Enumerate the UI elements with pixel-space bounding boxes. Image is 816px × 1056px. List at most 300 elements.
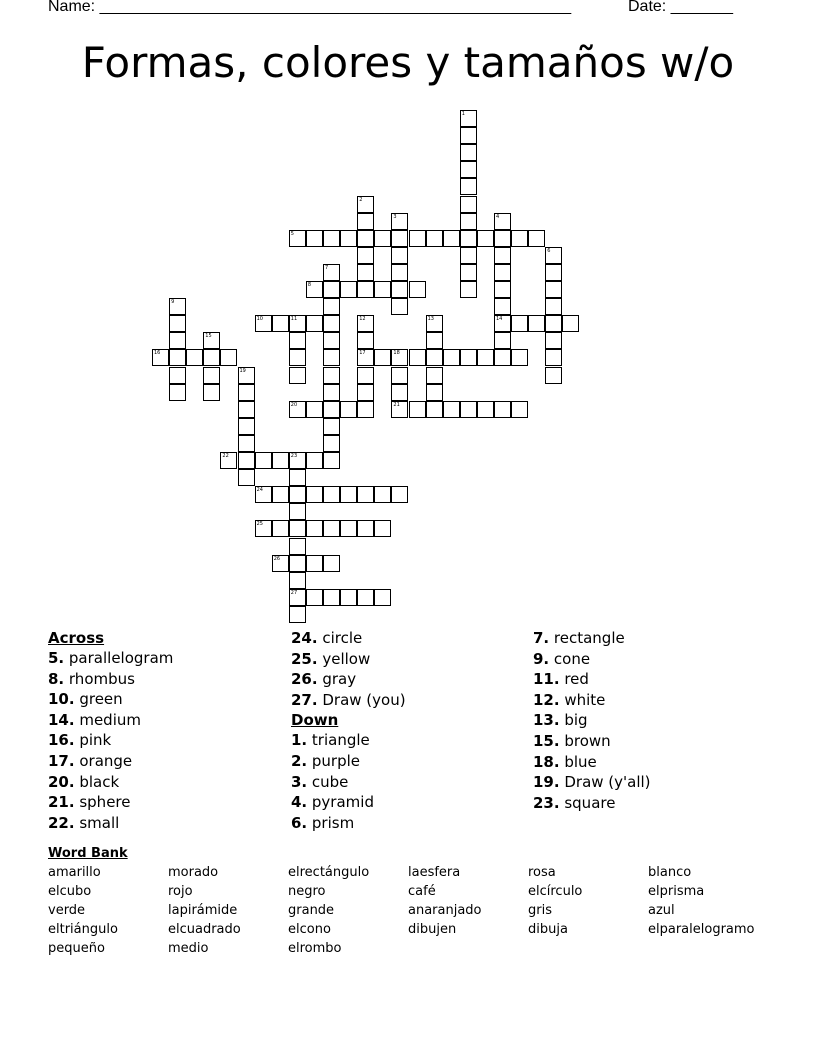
crossword-cell[interactable] [289, 452, 306, 469]
word-bank-word: elrombo [288, 941, 342, 956]
crossword-cell[interactable] [323, 418, 340, 435]
crossword-cell[interactable] [460, 349, 477, 366]
clue-number: 19 [239, 367, 246, 374]
crossword-cell[interactable] [511, 315, 528, 332]
down-clue [533, 710, 773, 731]
crossword-cell[interactable] [323, 367, 340, 384]
clue-number-label: 1. [291, 731, 308, 750]
clue-number: 14 [496, 316, 503, 323]
crossword-cell[interactable] [289, 315, 306, 332]
crossword-cell[interactable] [545, 332, 562, 349]
clues-column-2 [291, 628, 531, 833]
crossword-cell[interactable] [289, 486, 306, 503]
crossword-cell[interactable] [357, 520, 374, 537]
crossword-cell[interactable] [494, 264, 511, 281]
clue-number-label: 26. [291, 670, 318, 689]
across-clue [291, 669, 531, 690]
crossword-cell[interactable] [391, 213, 408, 230]
clue-text: rectangle [549, 629, 625, 647]
clue-number: 18 [393, 350, 400, 357]
crossword-cell[interactable] [391, 349, 408, 366]
crossword-cell[interactable] [323, 281, 340, 298]
word-bank-word: eltriángulo [48, 922, 118, 937]
crossword-cell[interactable] [391, 384, 408, 401]
crossword-cell[interactable] [562, 315, 579, 332]
crossword-cell[interactable] [391, 401, 408, 418]
clue-text: blue [559, 752, 597, 771]
crossword-cell[interactable] [306, 555, 323, 572]
word-bank-word: pequeño [48, 941, 105, 956]
crossword-cell[interactable] [374, 349, 391, 366]
down-clue [533, 690, 773, 711]
crossword-cell[interactable] [255, 520, 272, 537]
crossword-cell[interactable] [494, 332, 511, 349]
word-bank-word: elcuadrado [168, 922, 241, 937]
crossword-cell[interactable] [443, 349, 460, 366]
clue-number: 2 [359, 196, 363, 203]
crossword-cell[interactable] [374, 589, 391, 606]
crossword-cell[interactable] [409, 281, 426, 298]
crossword-cell[interactable] [169, 367, 186, 384]
crossword-cell[interactable] [289, 349, 306, 366]
crossword-cell[interactable] [169, 384, 186, 401]
clue-number: 23 [290, 453, 298, 459]
clue-text: square [559, 793, 616, 812]
clue-number: 11 [290, 316, 298, 323]
crossword-cell[interactable] [169, 349, 186, 366]
word-bank-word: elprisma [648, 884, 705, 899]
crossword-cell[interactable] [426, 230, 443, 247]
crossword-cell[interactable] [272, 555, 289, 572]
across-clue [291, 649, 531, 670]
crossword-cell[interactable] [323, 230, 340, 247]
crossword-cell[interactable] [203, 349, 220, 366]
crossword-cell[interactable] [323, 401, 340, 418]
crossword-cell[interactable] [255, 486, 272, 503]
clue-text: black [74, 772, 120, 791]
crossword-cell[interactable] [460, 401, 477, 418]
word-bank-title: Word Bank [48, 846, 128, 861]
clue-number: 25 [256, 521, 263, 528]
crossword-cell[interactable] [255, 315, 272, 332]
down-clue [533, 649, 773, 670]
word-bank-word: negro [288, 884, 326, 899]
crossword-cell[interactable] [255, 452, 272, 469]
clue-text: sphere [74, 793, 131, 812]
crossword-cell[interactable] [289, 332, 306, 349]
clue-number: 16 [154, 350, 161, 357]
down-clue [291, 751, 531, 772]
word-bank-word: azul [648, 903, 675, 918]
crossword-cell[interactable] [203, 384, 220, 401]
crossword-cell[interactable] [391, 486, 408, 503]
word-bank-word: amarillo [48, 865, 101, 880]
clue-text: Draw (you) [317, 690, 406, 709]
clue-number: 26 [273, 555, 281, 562]
crossword-cell[interactable] [391, 281, 408, 298]
crossword-cell[interactable] [323, 349, 340, 366]
clue-number: 12 [359, 316, 366, 323]
crossword-cell[interactable] [289, 520, 306, 537]
clue-text: purple [307, 751, 361, 770]
crossword-cell[interactable] [477, 349, 494, 366]
crossword-cell[interactable] [306, 230, 323, 247]
crossword-cell[interactable] [238, 384, 255, 401]
crossword-cell[interactable] [511, 401, 528, 418]
word-bank-word: anaranjado [408, 903, 482, 918]
down-clue [533, 628, 773, 649]
crossword-cell[interactable] [357, 401, 374, 418]
crossword-cell[interactable] [545, 281, 562, 298]
crossword-cell[interactable] [409, 349, 426, 366]
crossword-cell[interactable] [323, 486, 340, 503]
across-clue [48, 689, 288, 710]
across-heading: Across [48, 629, 105, 647]
crossword-cell[interactable] [511, 230, 528, 247]
crossword-cell[interactable] [460, 127, 477, 144]
crossword-cell[interactable] [426, 367, 443, 384]
word-bank-word: elrectángulo [288, 865, 370, 880]
crossword-cell[interactable] [391, 367, 408, 384]
word-bank-word: elcubo [48, 884, 92, 899]
clue-number-label: 27. [291, 690, 318, 709]
word-bank-word: rosa [528, 865, 556, 880]
crossword-cell[interactable] [426, 349, 443, 366]
clue-number-label: 10. [48, 690, 75, 709]
crossword-cell[interactable] [289, 230, 306, 247]
down-clue [533, 772, 773, 793]
name-field[interactable]: Name: _____________________________________________________ [48, 0, 572, 15]
crossword-cell[interactable] [357, 281, 374, 298]
crossword-cell[interactable] [426, 332, 443, 349]
crossword-cell[interactable] [203, 367, 220, 384]
clue-number: 13 [427, 316, 434, 323]
crossword-cell[interactable] [357, 589, 374, 606]
word-bank-word: café [408, 884, 436, 899]
crossword-cell[interactable] [289, 538, 306, 555]
crossword-cell[interactable] [306, 281, 323, 298]
down-clue [533, 669, 773, 690]
clue-number-label: 4. [291, 793, 308, 812]
crossword-cell[interactable] [494, 298, 511, 315]
crossword-cell[interactable] [238, 435, 255, 452]
across-clue [48, 648, 288, 669]
crossword-cell[interactable] [289, 589, 306, 606]
crossword-cell[interactable] [186, 349, 203, 366]
across-clue [48, 792, 288, 813]
across-clue [291, 628, 531, 649]
clue-text: parallelogram [64, 649, 174, 667]
clue-text: circle [317, 629, 363, 647]
crossword-cell[interactable] [409, 230, 426, 247]
crossword-cell[interactable] [306, 589, 323, 606]
clue-number-label: 22. [48, 813, 75, 832]
crossword-cell[interactable] [323, 520, 340, 537]
clue-text: white [559, 690, 606, 709]
crossword-cell[interactable] [357, 264, 374, 281]
crossword-cell[interactable] [340, 230, 357, 247]
clue-number: 10 [256, 316, 263, 323]
crossword-cell[interactable] [357, 384, 374, 401]
crossword-cell[interactable] [169, 332, 186, 349]
crossword-cell[interactable] [323, 452, 340, 469]
clue-text: brown [559, 731, 611, 750]
clue-text: pyramid [307, 793, 374, 812]
crossword-cell[interactable] [426, 401, 443, 418]
crossword-cell[interactable] [340, 401, 357, 418]
clue-number: 4 [496, 213, 500, 220]
down-clue [533, 752, 773, 773]
crossword-cell[interactable] [323, 435, 340, 452]
crossword-cell[interactable] [477, 401, 494, 418]
crossword-cell[interactable] [545, 247, 562, 264]
crossword-cell[interactable] [357, 486, 374, 503]
crossword-cell[interactable] [323, 555, 340, 572]
crossword-cell[interactable] [460, 281, 477, 298]
crossword-cell[interactable] [528, 230, 545, 247]
crossword-cell[interactable] [306, 520, 323, 537]
crossword-cell[interactable] [391, 264, 408, 281]
clue-text: yellow [317, 649, 371, 668]
clue-text: triangle [307, 731, 370, 750]
crossword-cell[interactable] [460, 264, 477, 281]
crossword-cell[interactable] [357, 315, 374, 332]
clue-number-label: 5. [48, 649, 65, 667]
crossword-cell[interactable] [460, 161, 477, 178]
word-bank-word: dibujen [408, 922, 457, 937]
across-clue [48, 772, 288, 793]
crossword-cell[interactable] [494, 349, 511, 366]
crossword-cell[interactable] [494, 315, 511, 332]
crossword-cell[interactable] [460, 178, 477, 195]
crossword-cell[interactable] [306, 452, 323, 469]
crossword-cell[interactable] [545, 349, 562, 366]
clue-number-label: 6. [291, 813, 308, 832]
clues-column-3 [533, 628, 773, 813]
clue-number-label: 24. [291, 629, 318, 647]
clue-number: 6 [547, 247, 551, 254]
crossword-cell[interactable] [391, 247, 408, 264]
down-clue [291, 772, 531, 793]
crossword-cell[interactable] [357, 196, 374, 213]
word-bank-word: elparalelogramo [648, 922, 755, 937]
clue-text: orange [74, 751, 133, 770]
clue-number: 20 [290, 401, 298, 408]
crossword-cell[interactable] [460, 144, 477, 161]
word-bank-word: rojo [168, 884, 193, 899]
clues-column-1 [48, 628, 288, 833]
crossword-cell[interactable] [272, 520, 289, 537]
clue-number-label: 11. [533, 670, 560, 689]
clue-number: 21 [393, 401, 400, 408]
clue-number-label: 2. [291, 751, 308, 770]
down-clue [291, 792, 531, 813]
page-title: Formas, colores y tamaños w/o [81, 38, 735, 87]
crossword-cell[interactable] [289, 606, 306, 623]
crossword-cell[interactable] [323, 315, 340, 332]
crossword-cell[interactable] [340, 520, 357, 537]
crossword-cell[interactable] [374, 281, 391, 298]
clue-number: 7 [325, 264, 329, 271]
clue-text: small [74, 813, 120, 832]
crossword-cell[interactable] [289, 503, 306, 520]
across-clue [48, 730, 288, 751]
crossword-cell[interactable] [460, 196, 477, 213]
word-bank-word: medio [168, 941, 209, 956]
clue-number: 3 [393, 213, 397, 220]
crossword-cell[interactable] [289, 367, 306, 384]
crossword-cell[interactable] [374, 520, 391, 537]
crossword-cell[interactable] [238, 469, 255, 486]
clue-number-label: 7. [533, 629, 550, 647]
crossword-cell[interactable] [494, 401, 511, 418]
across-clue [48, 669, 288, 690]
crossword-cell[interactable] [494, 247, 511, 264]
crossword-cell[interactable] [443, 230, 460, 247]
clue-number-label: 8. [48, 669, 65, 688]
clue-number: 8 [307, 282, 312, 288]
crossword-cell[interactable] [374, 230, 391, 247]
down-clue [291, 730, 531, 751]
crossword-cell[interactable] [409, 401, 426, 418]
crossword-cell[interactable] [460, 247, 477, 264]
date-field[interactable]: Date: _______ [628, 0, 733, 15]
down-clue [533, 731, 773, 752]
crossword-cell[interactable] [357, 332, 374, 349]
crossword-cell[interactable] [357, 349, 374, 366]
word-bank-word: gris [528, 903, 552, 918]
clue-number-label: 18. [533, 752, 560, 771]
crossword-cell[interactable] [169, 298, 186, 315]
clue-text: rhombus [64, 669, 135, 688]
crossword-cell[interactable] [323, 589, 340, 606]
clue-number-label: 14. [48, 710, 75, 729]
clue-number-label: 23. [533, 793, 560, 812]
clue-number: 9 [171, 299, 175, 306]
crossword-cell[interactable] [426, 384, 443, 401]
clue-number-label: 13. [533, 711, 560, 730]
crossword-cell[interactable] [426, 315, 443, 332]
crossword-cell[interactable] [203, 332, 220, 349]
crossword-cell[interactable] [460, 110, 477, 127]
clue-text: big [559, 711, 588, 730]
word-bank-word: elcono [288, 922, 331, 937]
crossword-cell[interactable] [494, 230, 511, 247]
down-heading: Down [291, 711, 339, 730]
word-bank [48, 845, 788, 958]
clue-number-label: 9. [533, 649, 550, 668]
crossword-cell[interactable] [323, 264, 340, 281]
clue-number-label: 3. [291, 772, 308, 791]
crossword-cell[interactable] [220, 349, 237, 366]
crossword-cell[interactable] [323, 384, 340, 401]
crossword-cell[interactable] [545, 298, 562, 315]
crossword-cell[interactable] [511, 349, 528, 366]
clue-number-label: 12. [533, 690, 560, 709]
crossword-cell[interactable] [306, 486, 323, 503]
crossword-cell[interactable] [323, 332, 340, 349]
crossword-cell[interactable] [238, 401, 255, 418]
word-bank-word: blanco [648, 865, 692, 880]
crossword-cell[interactable] [340, 281, 357, 298]
clue-number: 17 [359, 350, 366, 357]
clue-number: 1 [461, 111, 465, 117]
crossword-cell[interactable] [169, 315, 186, 332]
clue-number: 27 [290, 589, 298, 596]
clue-number-label: 19. [533, 773, 560, 792]
crossword-cell[interactable] [340, 486, 357, 503]
crossword-cell[interactable] [289, 401, 306, 418]
crossword-cell[interactable] [220, 452, 237, 469]
clue-number: 22 [222, 453, 229, 459]
clue-number-label: 16. [48, 731, 75, 750]
crossword-cell[interactable] [460, 230, 477, 247]
crossword-cell[interactable] [289, 469, 306, 486]
crossword-cell[interactable] [323, 298, 340, 315]
crossword-cell[interactable] [528, 315, 545, 332]
clue-text: cone [549, 649, 591, 668]
clue-text: gray [317, 670, 357, 689]
crossword-cell[interactable] [357, 213, 374, 230]
crossword-cell[interactable] [289, 572, 306, 589]
crossword-cell[interactable] [460, 213, 477, 230]
crossword-cell[interactable] [494, 281, 511, 298]
crossword-cell[interactable] [289, 555, 306, 572]
crossword-cell[interactable] [238, 452, 255, 469]
clue-number-label: 15. [533, 731, 560, 750]
word-bank-word: laesfera [408, 865, 461, 880]
crossword-cell[interactable] [357, 230, 374, 247]
crossword-cell[interactable] [357, 247, 374, 264]
crossword-cell[interactable] [494, 213, 511, 230]
crossword-cell[interactable] [391, 298, 408, 315]
clue-number-label: 17. [48, 751, 75, 770]
clue-number-label: 20. [48, 772, 75, 791]
across-clue [48, 751, 288, 772]
word-bank-word: verde [48, 903, 86, 918]
crossword-cell[interactable] [272, 486, 289, 503]
word-bank-word: grande [288, 903, 335, 918]
crossword-cell[interactable] [238, 418, 255, 435]
clue-number-label: 21. [48, 793, 75, 812]
crossword-cell[interactable] [545, 315, 562, 332]
crossword-cell[interactable] [545, 264, 562, 281]
clue-number-label: 25. [291, 649, 318, 668]
word-bank-word: elcírculo [528, 884, 583, 899]
crossword-cell[interactable] [340, 589, 357, 606]
clue-text: red [559, 670, 589, 689]
crossword-cell[interactable] [306, 315, 323, 332]
crossword-cell[interactable] [443, 401, 460, 418]
clue-text: Draw (y'all) [559, 773, 651, 792]
crossword-cell[interactable] [545, 367, 562, 384]
crossword-cell[interactable] [477, 230, 494, 247]
across-clue [48, 710, 288, 731]
clue-text: cube [307, 772, 349, 791]
clue-number: 5 [290, 230, 294, 237]
crossword-cell[interactable] [238, 367, 255, 384]
clue-text: medium [74, 710, 141, 729]
across-clue [48, 813, 288, 834]
crossword-cell[interactable] [272, 452, 289, 469]
crossword-cell[interactable] [374, 486, 391, 503]
crossword-cell[interactable] [306, 401, 323, 418]
clue-text: pink [74, 731, 112, 750]
crossword-cell[interactable] [272, 315, 289, 332]
crossword-cell[interactable] [357, 367, 374, 384]
crossword-cell[interactable] [391, 230, 408, 247]
crossword-cell[interactable] [152, 349, 169, 366]
